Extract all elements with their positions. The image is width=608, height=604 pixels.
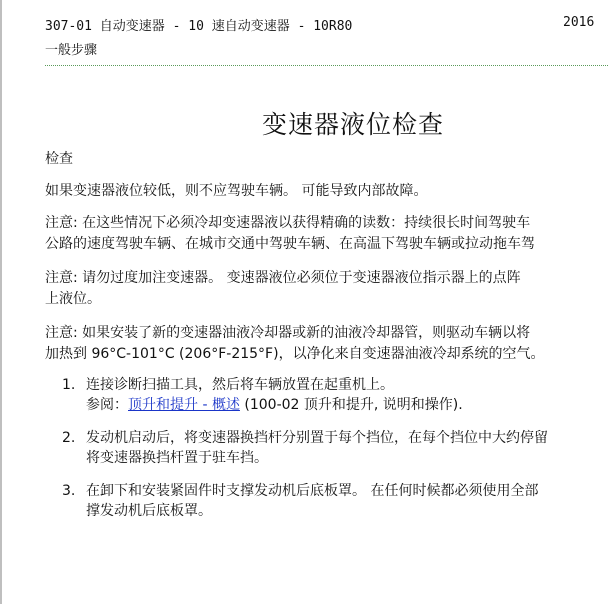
header-divider [45,65,608,66]
warning-paragraph: 如果变速器液位较低，则不应驾驶车辆。 可能导致内部故障。 [45,183,428,199]
step2-line2: 将变速器换挡杆置于驻车挡。 [86,450,268,466]
reference-suffix: (100-02 顶升和提升, 说明和操作). [239,397,463,413]
header-subsection: 一般步骤 [45,43,98,58]
reference-link[interactable]: 顶升和提升 - 概述 [128,397,240,413]
step2-line1: 发动机启动后，将变速器换挡杆分别置于每个挡位，在每个挡位中大约停留 [86,430,548,446]
step1-text: 连接诊断扫描工具，然后将车辆放置在起重机上。 [86,377,394,393]
note2-line2: 上液位。 [45,291,101,307]
reference-prefix: 参阅： [86,397,128,413]
header-year: 2016 [563,15,595,30]
step-number: 1. [62,377,76,393]
header-section: 307-01 自动变速器 - 10 速自动变速器 - 10R80 [45,19,353,34]
note3-line1: 注意: 如果安装了新的变速器油液冷却器或新的油液冷却器管，则驱动车辆以将 [45,325,531,341]
step-number: 2. [62,430,76,446]
step1-reference [86,395,463,415]
step3-line1: 在卸下和安装紧固件时支撑发动机后底板罩。 在任何时候都必须使用全部 [86,483,539,499]
left-border [0,0,2,604]
step3-line2: 撑发动机后底板罩。 [86,503,212,519]
note1-line2: 公路的速度驾驶车辆、在城市交通中驾驶车辆、在高温下驾驶车辆或拉动拖车驾 [45,236,535,252]
note1-line1: 注意: 在这些情况下必须冷却变速器液以获得精确的读数：持续很长时间驾驶车 [45,215,531,231]
note2-line1: 注意: 请勿过度加注变速器。 变速器液位必须位于变速器液位指示器上的点阵 [45,270,521,286]
inspect-label: 检查 [45,151,73,167]
step-number: 3. [62,483,76,499]
note3-line2: 加热到 96°C-101°C (206°F-215°F)，以净化来自变速器油液冷却系统的空气。 [45,346,545,362]
page-title: 变速器液位检查 [262,109,445,139]
